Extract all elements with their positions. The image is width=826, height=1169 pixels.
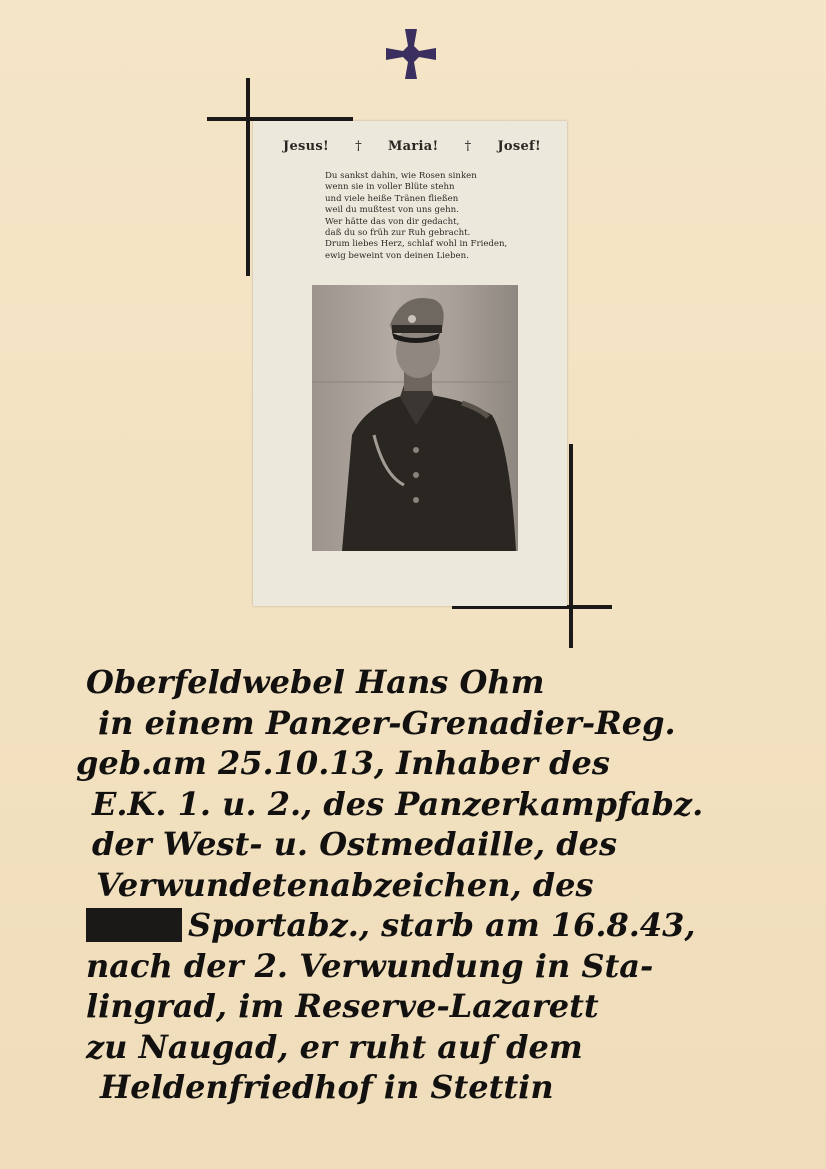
memorial-inscription (76, 662, 786, 1108)
card-header (253, 139, 567, 154)
verse-line: Wer hätte das von dir gedacht, (325, 216, 460, 227)
memorial-verse (325, 171, 535, 262)
inscription-line: in einem Panzer-Grenadier-Reg. (98, 703, 676, 742)
inscription-line: Sportabz., starb am 16.8.43, (188, 906, 696, 944)
frame-line-top-vertical (246, 78, 250, 276)
header-maria: Maria! (387, 139, 439, 154)
inscription-line: nach der 2. Verwundung in Sta- (86, 946, 654, 985)
iron-cross-icon (386, 29, 436, 79)
inscription-line-with-redaction (86, 905, 786, 946)
inscription-line: lingrad, im Reserve-Lazarett (86, 987, 599, 1025)
inscription-line: E.K. 1. u. 2., des Panzerkampfabz. (92, 784, 704, 823)
soldier-portrait-photo (312, 285, 518, 551)
frame-line-bottom-vertical (569, 444, 573, 648)
inscription-line: der West- u. Ostmedaille, des (92, 825, 618, 863)
verse-line: ewig beweint von deinen Lieben. (325, 250, 469, 261)
inscription-line: zu Naugad, er ruht auf dem (86, 1027, 583, 1066)
memorial-card (253, 121, 567, 606)
verse-line: Drum liebes Herz, schlaf wohl in Frieden, (325, 239, 508, 250)
inscription-line: geb.am 25.10.13, Inhaber des (76, 744, 610, 782)
verse-line: Du sankst dahin, wie Rosen sinken (325, 171, 477, 181)
dagger-icon: † (464, 139, 472, 154)
verse-line: wenn sie in voller Blüte stehn (325, 182, 455, 193)
redacted-block (86, 908, 182, 942)
inscription-line: Heldenfriedhof in Stettin (100, 1068, 554, 1106)
verse-line: daß du so früh zur Ruh gebracht. (325, 228, 471, 239)
inscription-line: Verwundetenabzeichen, des (96, 865, 594, 904)
dagger-icon: † (355, 139, 362, 154)
header-jesus: Jesus! (283, 139, 330, 154)
inscription-line: Oberfeldwebel Hans Ohm (86, 663, 545, 701)
verse-line: und viele heiße Tränen fließen (325, 193, 459, 204)
header-josef: Josef! (497, 139, 541, 154)
verse-line: weil du mußtest von uns gehn. (325, 205, 459, 216)
